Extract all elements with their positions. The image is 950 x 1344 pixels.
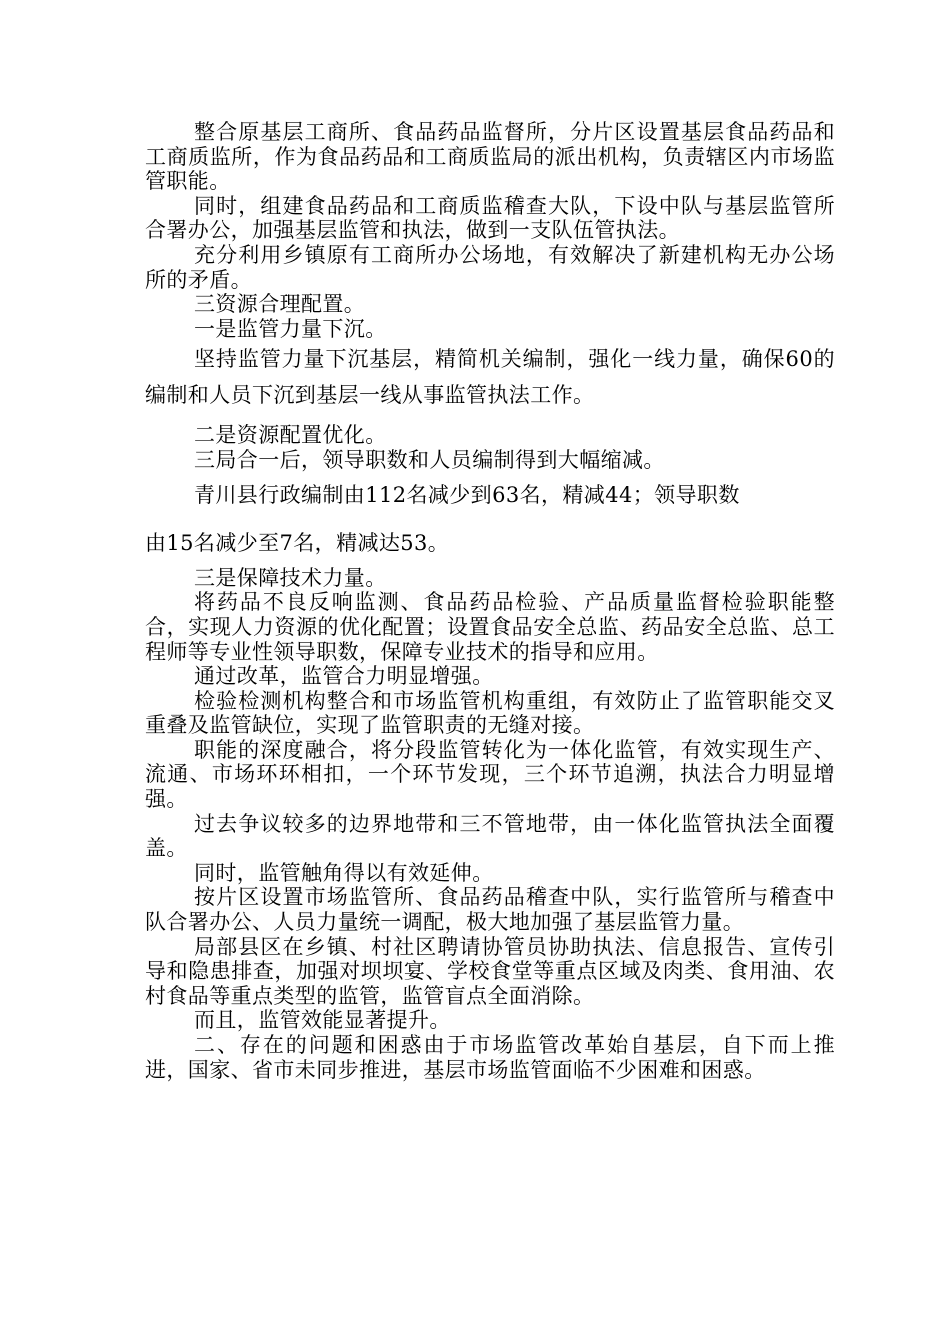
paragraph-12: 将药品不良反响监测、食品药品检验、产品质量监督检验职能整合，实现人力资源的优化配置；设置食品安全总监、药品安全总监、总工程师等专业性领导职数，保障专业技术的指导和应用。 xyxy=(145,590,835,664)
paragraph-19: 局部县区在乡镇、村社区聘请协管员协助执法、信息报告、宣传引导和隐患排查，加强对坝坝宴、学校食堂等重点区域及肉类、食用油、农村食品等重点类型的监管，监管盲点全面消除。 xyxy=(145,934,835,1008)
paragraph-8: 三局合一后，领导职数和人员编制得到大幅缩减。 xyxy=(194,447,665,472)
paragraph-11: 三是保障技术力量。 xyxy=(194,565,387,590)
paragraph-6: 坚持监管力量下沉基层，精简机关编制，强化一线力量，确保60的编制和人员下沉到基层一线从事监管执法工作。 xyxy=(145,347,835,408)
paragraph-5: 一是监管力量下沉。 xyxy=(194,316,387,341)
paragraph-13: 通过改革，监管合力明显增强。 xyxy=(194,664,494,689)
paragraph-17: 同时，监管触角得以有效延伸。 xyxy=(194,860,494,885)
paragraph-7: 二是资源配置优化。 xyxy=(194,423,387,448)
paragraph-3: 充分利用乡镇原有工商所办公场地，有效解决了新建机构无办公场所的矛盾。 xyxy=(145,242,835,292)
paragraph-18: 按片区设置市场监管所、食品药品稽查中队，实行监管所与稽查中队合署办公、人员力量统一调配，极大地加强了基层监管力量。 xyxy=(145,885,835,935)
paragraph-9: 青川县行政编制由112名减少到63名，精减44；领导职数 xyxy=(194,482,740,507)
paragraph-14: 检验检测机构整合和市场监管机构重组，有效防止了监管职能交叉重叠及监管缺位，实现了监管职责的无缝对接。 xyxy=(145,688,835,738)
paragraph-10: 由15名减少至7名，精减达53。 xyxy=(145,531,450,556)
paragraph-16: 过去争议较多的边界地带和三不管地带，由一体化监管执法全面覆盖。 xyxy=(145,811,835,861)
paragraph-15: 职能的深度融合，将分段监管转化为一体化监管，有效实现生产、流通、市场环环相扣，一个环节发现，三个环节追溯，执法合力明显增强。 xyxy=(145,737,835,812)
paragraph-2: 同时，组建食品药品和工商质监稽查大队，下设中队与基层监管所合署办公，加强基层监管和执法，做到一支队伍管执法。 xyxy=(145,193,835,243)
paragraph-20: 而且，监管效能显著提升。 xyxy=(194,1008,451,1033)
paragraph-4: 三资源合理配置。 xyxy=(194,292,366,317)
paragraph-21: 二、存在的问题和困惑由于市场监管改革始自基层，自下而上推进，国家、省市未同步推进，基层市场监管面临不少困难和困惑。 xyxy=(145,1033,835,1082)
paragraph-1: 整合原基层工商所、食品药品监督所，分片区设置基层食品药品和工商质监所，作为食品药品和工商质监局的派出机构，负责辖区内市场监管职能。 xyxy=(145,120,835,194)
document-body xyxy=(145,120,835,1082)
